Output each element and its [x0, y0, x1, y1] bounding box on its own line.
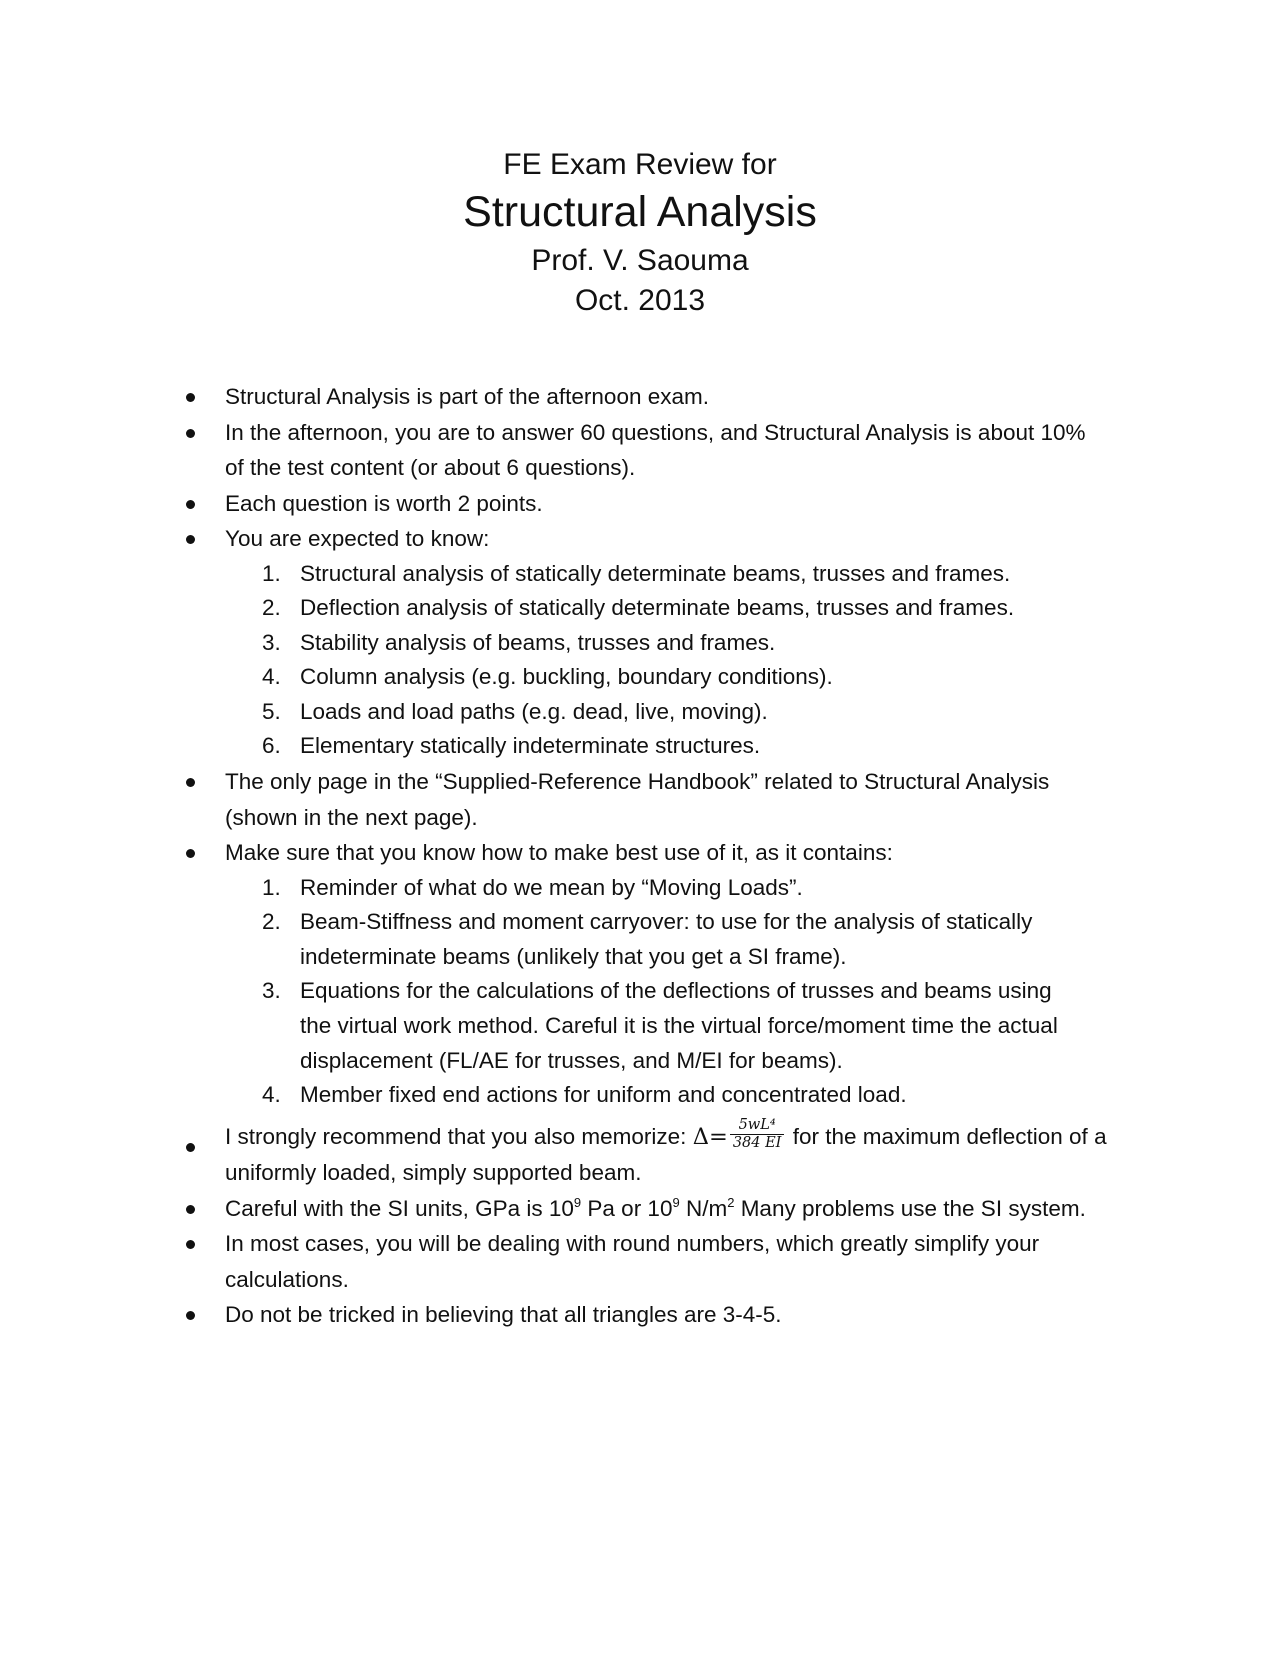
bullet-text: The only page in the “Supplied-Reference Handbook” related to Structural Analysis (shown in the next page).	[225, 769, 1050, 830]
bullet-icon	[186, 1311, 195, 1320]
formula-numerator: 5wL⁴	[730, 1117, 785, 1135]
bullet-item	[0, 1297, 1280, 1333]
item-number: 6.	[262, 733, 281, 759]
bullet-item	[0, 1191, 1280, 1227]
item-number: 5.	[262, 698, 281, 724]
title-block	[0, 147, 1280, 319]
item-number: 3.	[262, 978, 281, 1004]
numbered-item	[0, 974, 1280, 1078]
bullet-item	[0, 521, 1280, 557]
bullet-text: Do not be tricked in believing that all triangles are 3-4-5.	[225, 1302, 782, 1328]
item-text: Structural analysis of statically determinate beams, trusses and frames.	[300, 560, 1011, 586]
bullet-icon	[186, 1240, 195, 1249]
item-text: Reminder of what do we mean by “Moving Loads”.	[300, 874, 803, 900]
numbered-item	[0, 591, 1280, 626]
bullet-text: Each question is worth 2 points.	[225, 490, 543, 516]
bullet-text: In the afternoon, you are to answer 60 questions, and Structural Analysis is about 10% of the test content (or about 6 questions).	[225, 419, 1086, 480]
numbered-item	[0, 871, 1280, 906]
numbered-item	[0, 729, 1280, 764]
know-list	[0, 557, 1280, 765]
numbered-item	[0, 557, 1280, 592]
bullet-icon	[186, 1143, 195, 1152]
document-author: Prof. V. Saouma	[531, 243, 749, 277]
item-text: Equations for the calculations of the deflections of trusses and beams using the virtual work method. Careful it is the virtual force/moment time the actual displacement (FL/AE for trusses, and M/EI for beams).	[300, 978, 1058, 1073]
numbered-item	[0, 660, 1280, 695]
bullet-text: Careful with the SI units, GPa is 10	[225, 1195, 574, 1221]
bullet-item	[0, 835, 1280, 871]
item-number: 2.	[262, 909, 281, 935]
bullet-item	[0, 486, 1280, 522]
bullet-item	[0, 1226, 1280, 1297]
contains-list	[0, 871, 1280, 1113]
item-number: 2.	[262, 595, 281, 621]
item-text: Loads and load paths (e.g. dead, live, moving).	[300, 698, 768, 724]
superscript: 2	[727, 1194, 735, 1210]
document-subtitle: FE Exam Review for	[503, 148, 777, 181]
bullet-text: You are expected to know:	[225, 526, 490, 551]
bullet-item	[0, 415, 1280, 486]
formula-fraction	[730, 1117, 785, 1152]
bullet-icon	[186, 535, 195, 544]
numbered-item	[0, 1078, 1280, 1113]
item-text: Deflection analysis of statically determinate beams, trusses and frames.	[300, 595, 1015, 621]
bullet-icon	[186, 429, 195, 438]
document-date: Oct. 2013	[574, 283, 706, 317]
numbered-item	[0, 626, 1280, 661]
item-number: 1.	[262, 874, 281, 900]
item-number: 4.	[262, 1082, 281, 1108]
item-number: 3.	[262, 629, 281, 655]
superscript: 9	[672, 1194, 680, 1210]
bullet-item	[0, 379, 1280, 415]
item-number: 1.	[262, 560, 281, 586]
bullet-text: Pa or 10	[581, 1195, 673, 1221]
superscript: 9	[573, 1194, 582, 1210]
item-text: Beam-Stiffness and moment carryover: to use for the analysis of statically indeterminate beams (unlikely that you get a SI frame).	[300, 909, 1033, 969]
bullet-icon	[186, 1205, 195, 1214]
numbered-item	[0, 905, 1280, 974]
bullet-list	[0, 379, 1280, 1333]
bullet-text: for the maximum deflection of a uniformly loaded, simply supported beam.	[225, 1123, 1107, 1186]
bullet-icon	[186, 500, 195, 509]
formula-lhs: Δ=	[692, 1123, 728, 1150]
item-text: Member fixed end actions for uniform and concentrated load.	[300, 1082, 907, 1108]
bullet-text: Structural Analysis is part of the afternoon exam.	[225, 384, 709, 409]
bullet-text: Make sure that you know how to make best use of it, as it contains:	[225, 840, 893, 866]
bullet-text: In most cases, you will be dealing with round numbers, which greatly simplify your calculations.	[225, 1231, 1040, 1292]
numbered-item	[0, 695, 1280, 730]
document-title: Structural Analysis	[463, 188, 817, 236]
bullet-icon	[186, 393, 195, 402]
formula-denominator: 384 EI	[732, 1135, 782, 1152]
item-text: Elementary statically indeterminate structures.	[300, 733, 761, 759]
bullet-icon	[186, 849, 195, 858]
bullet-text: N/m	[679, 1195, 728, 1221]
bullet-item	[0, 764, 1280, 835]
bullet-text: Many problems use the SI system.	[734, 1195, 1086, 1221]
item-text: Stability analysis of beams, trusses and frames.	[300, 629, 776, 655]
bullet-text: I strongly recommend that you also memorize:	[225, 1123, 687, 1149]
bullet-item	[0, 1119, 1280, 1191]
item-number: 4.	[262, 664, 281, 690]
deflection-formula	[692, 1117, 787, 1152]
bullet-icon	[186, 778, 195, 787]
item-text: Column analysis (e.g. buckling, boundary conditions).	[300, 664, 833, 690]
